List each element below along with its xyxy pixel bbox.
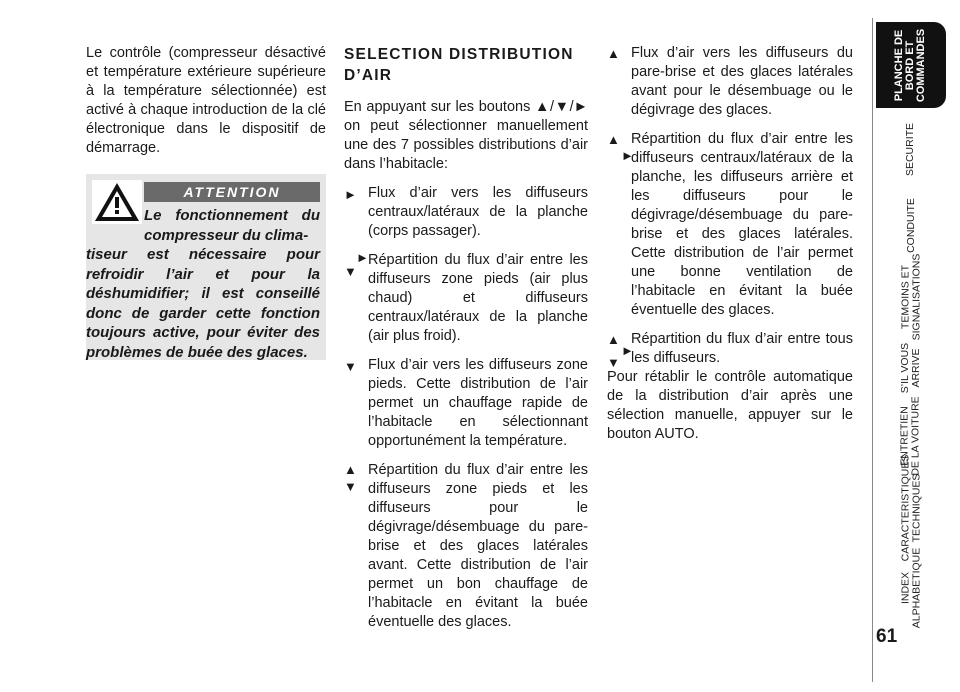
distribution-item (607, 130, 853, 320)
distribution-item (344, 461, 588, 632)
arrow-icon: ► (621, 148, 634, 163)
warning-box (86, 174, 326, 360)
section-heading: SELECTION DISTRIBUTION D’AIR (344, 46, 574, 84)
closing-paragraph: Pour rétablir le contrôle automatique de la distribution d’air après une sélection manuelle, appuyer sur le bouton AUTO. (607, 369, 853, 442)
side-tab-label: TEMOINS ET SIGNALISATIONS (899, 253, 922, 341)
airflow-direction-icon (344, 356, 366, 398)
side-tab-label: ENTRETIEN DE LA VOITURE (899, 396, 923, 476)
side-tab-label: CONDUITE (904, 197, 917, 253)
arrow-icon: ▼ (344, 479, 357, 494)
side-tab-label: CARACTERISTIQUES TECHNIQUES (899, 454, 923, 562)
arrow-icon: ▲ (344, 462, 357, 477)
side-tab[interactable] (876, 253, 946, 341)
arrow-icon: ▼ (344, 359, 357, 374)
side-tab-label: INDEX ALPHABETIQUE (899, 547, 922, 629)
section-intro: En appuyant sur les boutons ▲/▼/► on peut sélectionner manuellement une des 7 possibles distributions d’air dans l’habitacle: (344, 99, 588, 172)
warning-lead: Le fonctionnement du compresseur du clima- (144, 207, 320, 244)
column-right (607, 44, 853, 444)
distribution-item-text: Répartition du flux d’air entre les diffuseurs centraux/latéraux de la planche, les diffuseurs arrière et les diffuseurs pour le dégivrage/désembuage du pare-brise et des glaces latérales. Cette distribution de l’air permet une bonne ventilation de l’habitacle en évitant la buée éventuelle des glaces. (631, 131, 853, 318)
arrow-icon: ▲ (607, 46, 620, 61)
side-tab[interactable] (876, 110, 946, 188)
warning-text (86, 206, 320, 362)
warning-body: tiseur est nécessaire pour refroidir l’air et pour la déshumidifier; il est conseillé donc de garder cette fonction toujours active, pour éviter des problèmes de buée des glaces. (86, 246, 320, 361)
distribution-item (607, 330, 853, 368)
distribution-item-text: Flux d’air vers les diffuseurs centraux/latéraux de la planche (corps passager). (368, 185, 588, 239)
side-tab-label: S’IL VOUS ARRIVE (898, 342, 922, 394)
distribution-item-text: Flux d’air vers les diffuseurs zone pieds. Cette distribution de l’air permet un chauffage rapide de l’habitacle en sélectionnant opportunément la température. (368, 357, 588, 449)
distribution-list-continued (607, 44, 853, 368)
airflow-direction-icon (607, 330, 634, 372)
arrow-icon: ► (356, 250, 369, 265)
side-tab[interactable] (876, 336, 946, 400)
side-tab[interactable] (876, 548, 946, 628)
compressor-paragraph: Le contrôle (compresseur désactivé et température extérieure supérieure à la température sélectionnée) est activé à chaque introduction de la clé électronique dans le dispositif de démarrage. (86, 45, 326, 156)
arrow-icon: ▲ (607, 132, 620, 147)
column-left (86, 44, 326, 158)
warning-title: ATTENTION (144, 182, 320, 202)
distribution-list (344, 184, 588, 632)
arrow-icon: ► (344, 187, 357, 202)
distribution-item (344, 184, 588, 241)
airflow-direction-icon (344, 250, 369, 293)
column-middle (344, 44, 588, 632)
arrow-icon: ▼ (607, 355, 620, 370)
distribution-item-text: Répartition du flux d’air entre les diffuseurs zone pieds (air plus chaud) et diffuseurs centraux/latéraux de la planche (air plus froid). (368, 252, 588, 344)
airflow-direction-icon (344, 184, 366, 226)
distribution-item (344, 356, 588, 451)
arrow-icon: ► (621, 343, 634, 358)
arrow-icon: ▼ (344, 264, 357, 279)
distribution-item-text: Répartition du flux d’air entre les diffuseurs zone pieds et les diffuseurs pour le dégivrage/désembuage du pare-brise et des glaces latérales avant. Cette distribution de l’air permet un bon chauffage de l’habitacle en évitant la buée éventuelle des glaces. (368, 462, 588, 630)
airflow-direction-icon (607, 44, 629, 86)
distribution-item (607, 44, 853, 120)
section-tabs (870, 0, 960, 692)
page-number: 61 (876, 626, 898, 647)
side-tab[interactable] (876, 454, 946, 562)
side-tab[interactable] (876, 192, 946, 258)
tab-divider (872, 18, 873, 682)
side-tab[interactable] (876, 22, 946, 108)
airflow-direction-icon (607, 130, 634, 172)
airflow-direction-icon (344, 461, 366, 503)
distribution-item-text: Répartition du flux d’air entre tous les diffuseurs. (631, 331, 853, 366)
distribution-item-text: Flux d’air vers les diffuseurs du pare-brise et des glaces latérales avant pour le désembuage ou le dégivrage des glaces. (631, 45, 853, 118)
side-tab-label: SECURITE (904, 122, 917, 176)
arrow-icon: ▲ (607, 332, 620, 347)
side-tab-label: PLANCHE DE BORD ET COMMANDES (893, 28, 928, 102)
distribution-item (344, 251, 588, 346)
